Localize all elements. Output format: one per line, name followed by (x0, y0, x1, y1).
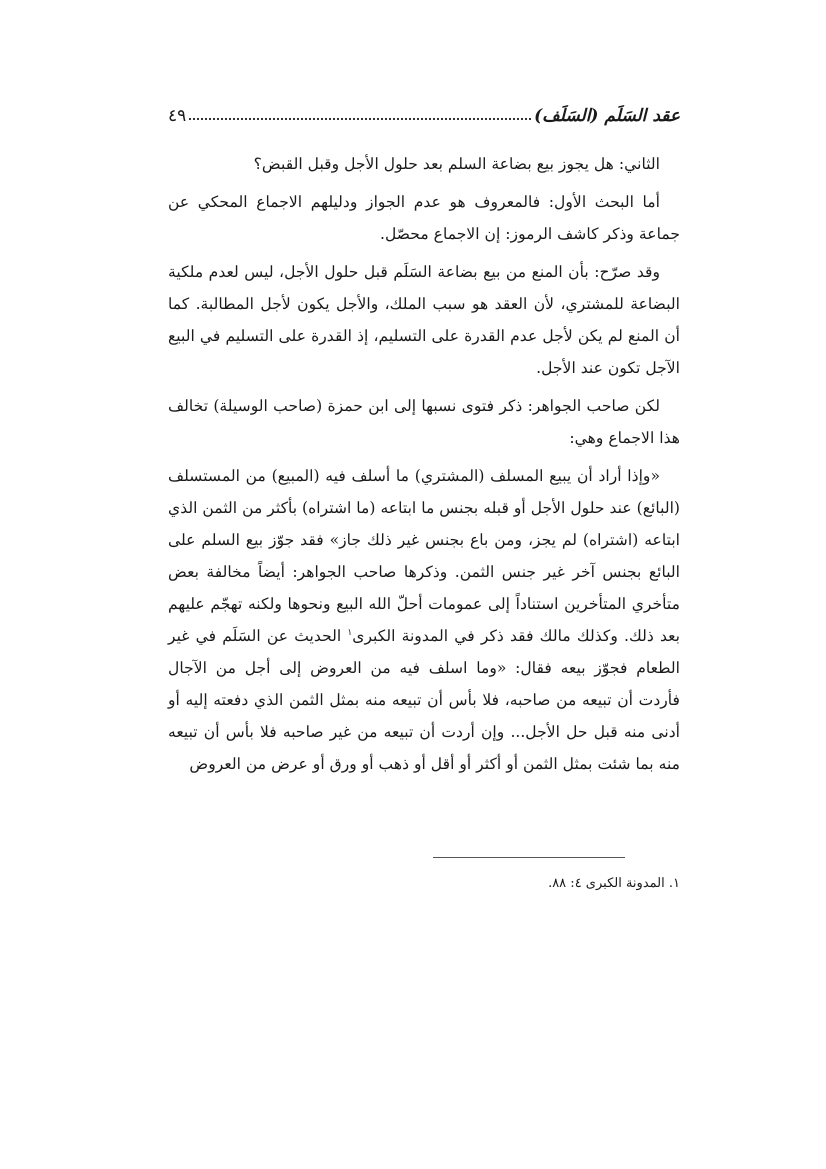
paragraph-1: الثاني: هل يجوز بيع بضاعة السلم بعد حلول الأجل وقبل القبض؟ (253, 155, 660, 173)
paragraph-5-continuation: الحديث عن السَلَم في غير الطعام فجوّز بيعه فقال: «وما اسلف فيه من العروض إلى أجل من الآجال فأردت أن تبيعه من صاحبه، فلا بأس أن تبيعه منه بمثل الثمن الذي دفعته إليه أو أدنى منه قبل حل الأجل... وإن أردت أن تبيعه من غير صاحبه فلا بأس أن تبيعه منه بما شئت بمثل الثمن أو أكثر أو أقل أو ذهب أو ورق أو عرض من العروض (168, 627, 680, 773)
paragraph-4: لكن صاحب الجواهر: ذكر فتوى نسبها إلى ابن حمزة (صاحب الوسيلة) تخالف هذا الاجماع وهي: (168, 397, 680, 447)
paragraph-2: أما البحث الأول: فالمعروف هو عدم الجواز ودليلهم الاجماع المحكي عن جماعة وذكر كاشف الرموز: إن الاجماع محصّل. (168, 193, 680, 243)
footnote-divider (433, 857, 625, 858)
body-text (168, 148, 680, 786)
dot-leader (189, 118, 531, 120)
footnote: ١. المدونة الكبرى ٤: ٨٨. (548, 876, 680, 891)
running-header (168, 96, 680, 126)
running-title: عقد السَلَم (السَلَف) (534, 106, 680, 126)
paragraph-3: وقد صرّح: بأن المنع من بيع بضاعة السَلَم قبل حلول الأجل، ليس لعدم ملكية البضاعة للمشتري، لأن العقد هو سبب الملك، والأجل يكون لأجل المطالبة. كما أن المنع لم يكن لأجل عدم القدرة على التسليم، إذ القدرة على التسليم في البيع الآجل تكون عند الأجل. (168, 263, 680, 377)
footnote-reference[interactable]: ١ (347, 627, 353, 638)
paragraph-5 (168, 460, 680, 780)
page-number: ٤٩ (168, 106, 187, 126)
paragraph-5-text: «وإذا أراد أن يبيع المسلف (المشتري) ما أسلف فيه (المبيع) من المستسلف (البائع) عند حلول الأجل أو قبله بجنس ما ابتاعه (ما اشتراه) بأكثر من الثمن الذي ابتاعه (اشتراه) لم يجز، ومن باع بجنس غير ذلك جاز» فقد جوّز بيع السلم على البائع بجنس آخر غير جنس الثمن. وذكرها صاحب الجواهر: أيضاً مخالفة بعض متأخري المتأخرين استناداً إلى عمومات أحلّ الله البيع ونحوها ولكنه تهجّم عليهم بعد ذلك. وكذلك مالك فقد ذكر في المدونة الكبرى (168, 467, 681, 645)
